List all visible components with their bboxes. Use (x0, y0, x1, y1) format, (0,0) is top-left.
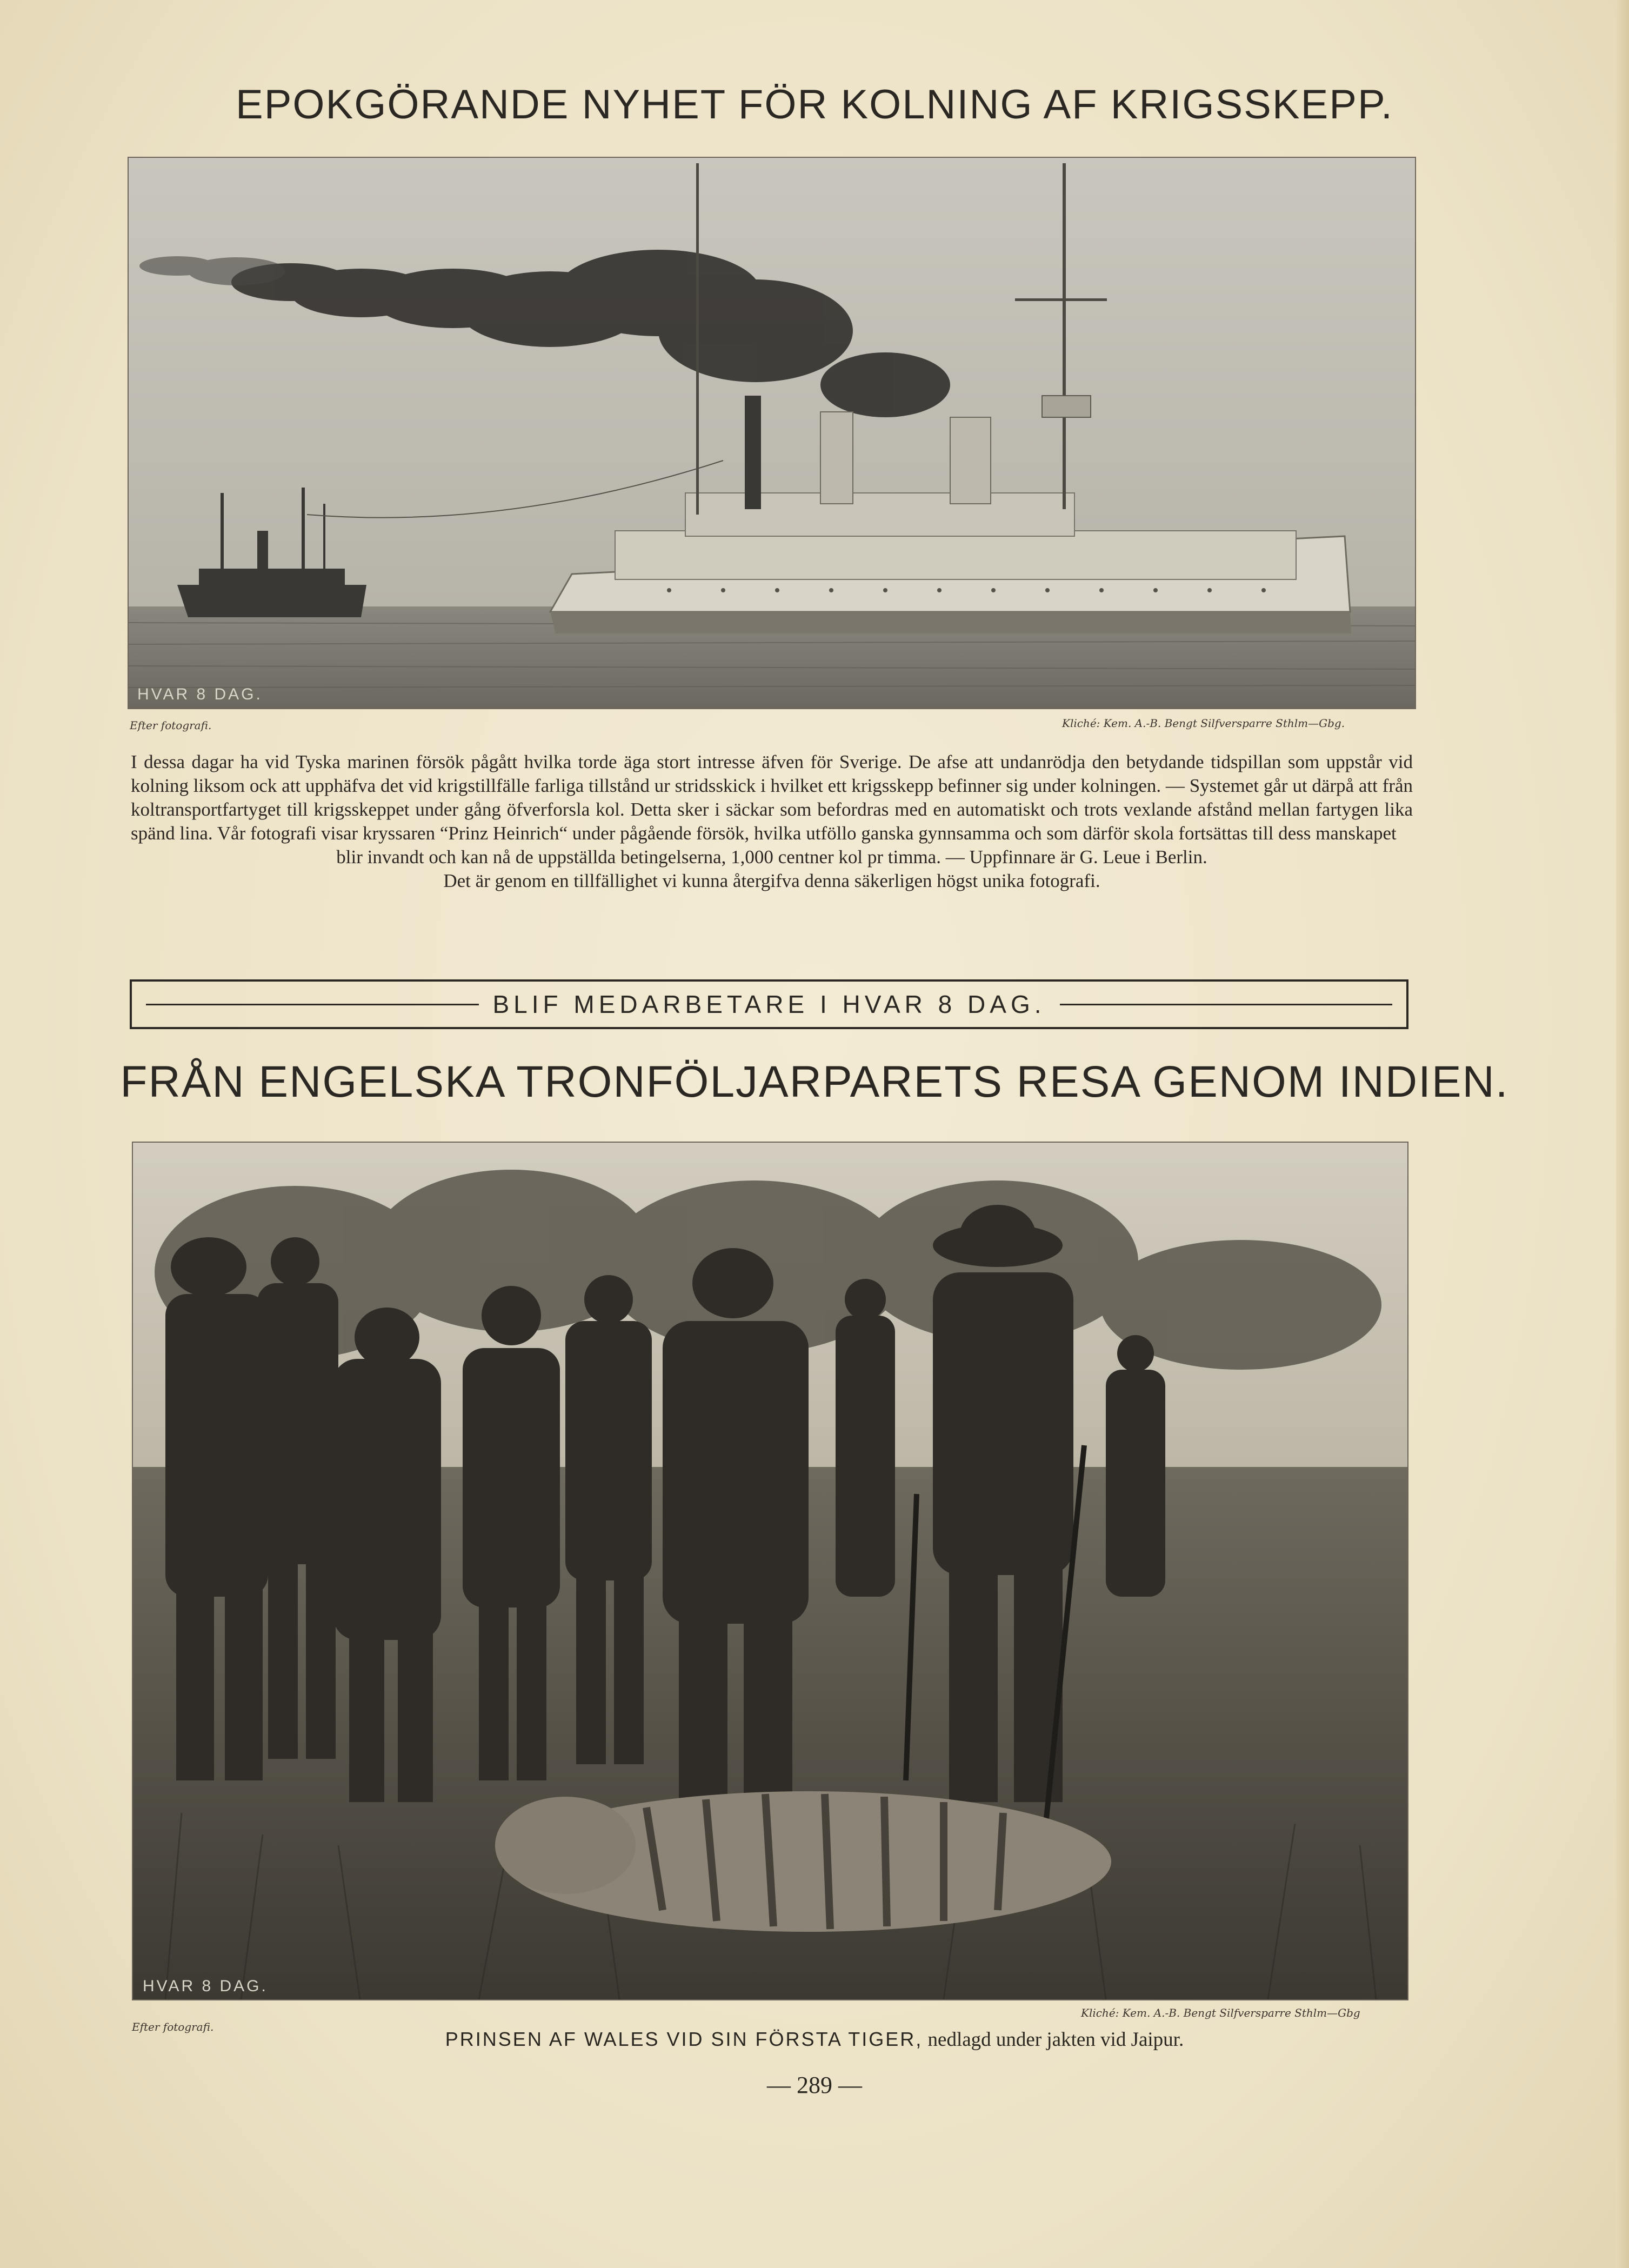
tiger-photo-credit-right: Kliché: Kem. A.-B. Bengt Silfversparre Sthlm—Gbg (1081, 2006, 1360, 2019)
tiger-hunt-photo-drawing (133, 1143, 1407, 1999)
page-number: — 289 — (767, 2072, 862, 2098)
bottom-headline: FRÅN ENGELSKA TRONFÖLJARPARETS RESA GENOM INDIEN. (120, 1057, 1509, 1106)
article-text (131, 750, 1413, 893)
top-headline: EPOKGÖRANDE NYHET FÖR KOLNING AF KRIGSSKEPP. (236, 82, 1393, 128)
article-paragraph-3: Det är genom en tillfällighet vi kunna återgifva denna säkerligen högst unika fotografi. (443, 870, 1100, 891)
tiger-photo-caption (0, 2028, 1629, 2051)
warship-coaling-photo (128, 157, 1416, 709)
article-paragraph-2: blir invandt och kan nå de uppställda betingelserna, 1,000 centner kol pr timma. — Uppfinnare är G. Leue i Berlin. (336, 846, 1207, 868)
tiger-hunt-photo (132, 1142, 1408, 2000)
tiger-photo-watermark: HVAR 8 DAG. (143, 1977, 268, 1995)
tiger-photo-credit-left: Efter fotografi. (132, 2020, 214, 2033)
caption-rest: nedlagd under jakten vid Jaipur. (923, 2029, 1184, 2051)
banner-text: BLIF MEDARBETARE I HVAR 8 DAG. (492, 990, 1046, 1018)
article-paragraph-1: I dessa dagar ha vid Tyska marinen försök pågått hvilka torde äga stort intresse äfven för Sverige. De afse att undanrödja den betydande tidspillan som uppstår vid kolning liksom ock att upphäfva det vid krigstillfälle farliga tillstånd ur stridsskick i hvilket ett krigsskepp befinner sig under kolningen. — Systemet går ut därpå att från koltransportfartyget till krigsskeppet under gång öfverforsla kol. Detta sker i säckar som befordras med en automatiskt och trots vexlande afstånd mellan fartygen lika spänd lina. Vår fotografi visar kryssaren “Prinz Heinrich“ under pågående försök, hvilka utföllo ganska gynnsamma och som därför skola fortsättas till dess manskapet (131, 751, 1413, 844)
banner-right-rule (1060, 1004, 1393, 1005)
caption-caps: PRINSEN AF WALES VID SIN FÖRSTA TIGER, (445, 2028, 923, 2050)
subscription-banner (130, 979, 1408, 1029)
page-edge (1616, 0, 1629, 2268)
banner-left-rule (146, 1004, 479, 1005)
ship-photo-watermark: HVAR 8 DAG. (137, 685, 263, 703)
ship-photo-credit-left: Efter fotografi. (130, 719, 212, 732)
warship-photo-drawing (129, 158, 1415, 708)
ship-photo-credit-right: Kliché: Kem. A.-B. Bengt Silfversparre Sthlm—Gbg. (1062, 717, 1345, 730)
